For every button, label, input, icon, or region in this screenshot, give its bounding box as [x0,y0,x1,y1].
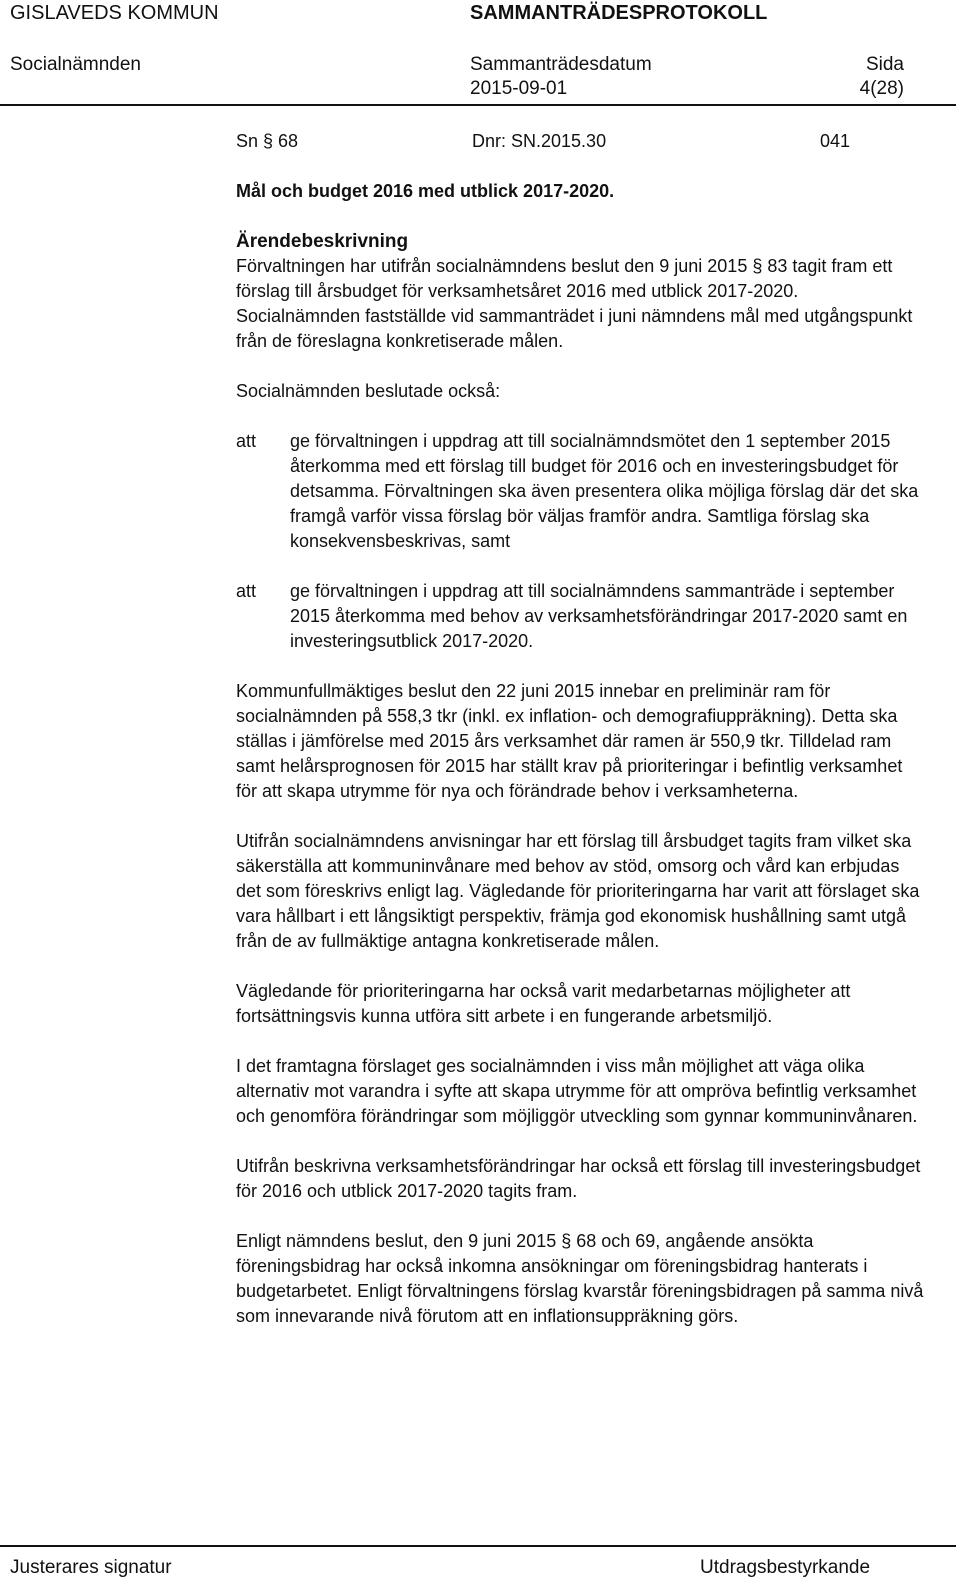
paragraph-alternatives: I det framtagna förslaget ges socialnämnden i viss mån möjlighet att väga olika alternativ mot varandra i syfte att skapa utrymme för att ompröva befintlig verksamhet och genomföra förändringar som möjliggör utveckling som gynnar kommuninvånaren. [236,1056,918,1126]
paragraph-investment: Utifrån beskrivna verksamhetsförändringar har också ett förslag till investeringsbudget för 2016 och utblick 2017-2020 tagits fram. [236,1156,921,1201]
paragraph-association-grants: Enligt nämndens beslut, den 9 juni 2015 § 68 och 69, angående ansökta föreningsbidrag har också inkomna ansökningar om föreningsbidrag hanterats i budgetarbetet. Enligt förvaltningens förslag kvarstår föreningsbidragen på samma nivå som innevarande nivå förutom att en inflationsuppräkning görs. [236,1231,924,1326]
document-type: SAMMANTRÄDESPROTOKOLL [470,2,768,24]
extract-certification-label: Utdragsbestyrkande [700,1557,871,1578]
meeting-date-value: 2015-09-01 [470,78,568,99]
decision-item-text: ge förvaltningen i uppdrag att till socialnämndsmötet den 1 september 2015 återkomma med ett förslag till budget för 2016 och en investeringsbudget för detsamma. Förvaltningen ska även presentera olika möjliga förslag där det ska framgå varför vissa förslag bör väljas framför andra. Samtliga förslag ska konsekvensbeskrivas, samt [290,431,919,551]
paragraph-proposal: Utifrån socialnämndens anvisningar har ett förslag till årsbudget tagits fram vilket ska säkerställa att kommuninvånare med behov av stöd, omsorg och vård kan erbjudas det som föreskrivs enligt lag. Vägledande för prioriteringarna har varit att förslaget ska vara hållbart i ett långsiktigt perspektiv, främja god ekonomisk hushållning samt utgå från de av fullmäktige antagna konkretiserade målen. [236,831,920,951]
case-reference [236,129,926,154]
decision-item [236,429,926,554]
document-body [236,129,926,1329]
decision-item-text: ge förvaltningen i uppdrag att till socialnämndens sammanträde i september 2015 återkomma med behov av verksamhetsförändringar 2017-2020 samt en investeringsutblick 2017-2020. [290,581,908,651]
footer-divider [0,1545,956,1547]
intro-paragraph: Förvaltningen har utifrån socialnämndens beslut den 9 juni 2015 § 83 tagit fram ett förslag till årsbudget för verksamhetsåret 2016 med utblick 2017-2020. Socialnämnden fastställde vid sammanträdet i juni nämndens mål med utgångspunkt från de föreslagna konkretiserade målen. [236,256,913,351]
organization-name: GISLAVEDS KOMMUN [10,2,219,24]
decision-item [236,579,926,654]
adjuster-signature-label: Justerares signatur [10,1557,172,1578]
header-divider [0,104,956,106]
meeting-date-label: Sammanträdesdatum [470,54,652,75]
paragraph-work-environment: Vägledande för prioriteringarna har också varit medarbetarnas möjligheter att fortsättningsvis kunna utföra sitt arbete i en fungerande arbetsmiljö. [236,981,851,1026]
section-heading: Ärendebeskrivning [236,231,409,252]
page-label: Sida [865,54,904,75]
case-code: 041 [820,131,851,151]
decided-also: Socialnämnden beslutade också: [236,381,501,401]
page-footer [0,1545,960,1587]
decision-item-label: att [236,581,257,601]
case-title: Mål och budget 2016 med utblick 2017-2020. [236,181,615,201]
decision-item-label: att [236,431,257,451]
paragraph-budget-frame: Kommunfullmäktiges beslut den 22 juni 2015 innebar en preliminär ram för socialnämnden på 558,3 tkr (inkl. ex inflation- och demografiuppräkning). Detta ska ställas i jämförelse med 2015 års verksamhet där ramen är 550,9 tkr. Tilldelad ram samt helårsprognosen för 2015 har ställt krav på prioriteringar i befintlig verksamhet för att skapa utrymme för nya och förändrade behov i verksamheterna. [236,681,903,801]
case-number: Sn § 68 [236,131,299,151]
page-number: 4(28) [859,78,904,99]
case-dnr: Dnr: SN.2015.30 [472,131,607,151]
committee-name: Socialnämnden [10,54,141,75]
